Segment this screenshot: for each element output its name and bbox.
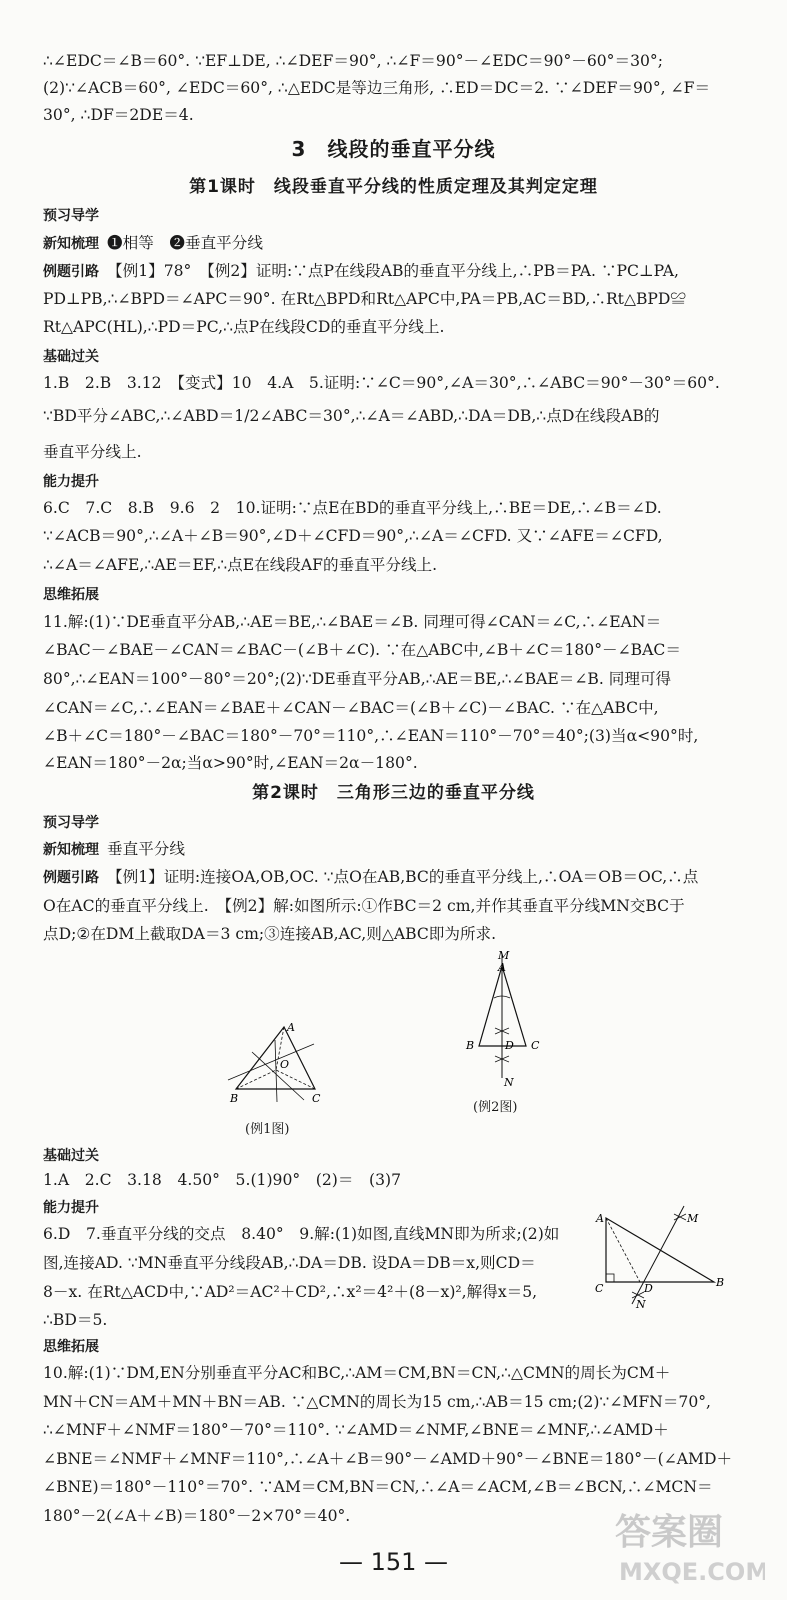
label-example: 例题引路 [43, 870, 99, 886]
fig3-label-A: A [596, 1212, 604, 1225]
text-line: 1.B 2.B 3.12 【变式】10 4.A 5.证明:∵∠C＝90°,∠A＝30°,∴∠ABC＝90°－30°＝60°. [43, 374, 720, 392]
svg-text:MXQE.COM: MXQE.COM [619, 1558, 765, 1586]
text-line: 8－x. 在Rt△ACD中,∵AD²＝AC²＋CD²,∴x²＝4²＋(8－x)²,解得x＝5, [43, 1283, 538, 1301]
fig1-label-C: C [312, 1092, 321, 1105]
text-line: 1.A 2.C 3.18 4.50° 5.(1)90° (2)＝ (3)7 [43, 1171, 402, 1189]
text-line: 6.D 7.垂直平分线的交点 8.40° 9.解:(1)如图,直线MN即为所求;(2)如 [43, 1225, 560, 1243]
text-line: ∠BAC－∠BAE－∠CAN＝∠BAC－(∠B＋∠C). ∵在△ABC中,∠B＋∠C＝180°－∠BAC＝ [43, 641, 681, 659]
heading-preview: 预习导学 [43, 815, 99, 831]
figure-caption: (例1图) [245, 1122, 290, 1137]
section-title: 3 线段的垂直平分线 [291, 137, 496, 161]
fig2-label-M: M [498, 949, 510, 962]
fig1-label-A: A [287, 1022, 295, 1034]
fig2-label-B: B [466, 1039, 475, 1052]
text-line: 点D;②在DM上截取DA＝3 cm;③连接AB,AC,则△ABC即为所求. [43, 925, 497, 943]
lesson-title: 第2课时 三角形三边的垂直平分线 [252, 783, 535, 803]
text-line: 11.解:(1)∵DE垂直平分AB,∴AE＝BE,∴∠BAE＝∠B. 同理可得∠CAN＝∠C,∴∠EAN＝ [43, 613, 662, 631]
fig3-label-C: C [595, 1282, 604, 1295]
lesson-title: 第1课时 线段垂直平分线的性质定理及其判定定理 [189, 177, 598, 197]
fig2-label-N: N [504, 1076, 514, 1089]
figure-example-2 [454, 948, 554, 1098]
text-line: ∵∠ACB＝90°,∴∠A＋∠B＝90°,∠D＋∠CFD＝90°,∴∠A＝∠CFD. 又∵∠AFE＝∠CFD, [43, 527, 663, 545]
heading-basic: 基础过关 [43, 1148, 99, 1164]
text-line: PD⊥PB,∴∠BPD＝∠APC＝90°. 在Rt△BPD和Rt△APC中,PA＝PB,AC＝BD,∴Rt△BPD≌ [43, 290, 686, 308]
heading-preview: 预习导学 [43, 208, 99, 224]
label-new-knowledge: 新知梳理 [43, 236, 99, 252]
example-text: 【例1】证明:连接OA,OB,OC. ∵点O在AB,BC的垂直平分线上,∴OA＝OB＝OC,∴点 [107, 868, 699, 886]
text-line: 垂直平分线上. [43, 443, 142, 461]
fig2-label-C: C [531, 1039, 540, 1052]
svg-text:答案圈: 答案圈 [615, 1512, 724, 1553]
figure-example-1 [222, 1022, 342, 1118]
text-line: 10.解:(1)∵DM,EN分别垂直平分AC和BC,∴AM＝CM,BN＝CN,∴△CMN的周长为CM＋ [43, 1364, 671, 1382]
text-line: (2)∵∠ACB＝60°, ∠EDC＝60°, ∴△EDC是等边三角形, ∴ED＝DC＝2. ∵∠DEF＝90°, ∠F＝ [43, 79, 711, 97]
new-knowledge-text: ❶相等 ❷垂直平分线 [107, 234, 263, 252]
fig2-label-A: A [498, 961, 506, 974]
fig2-label-D: D [505, 1039, 514, 1052]
text-line: ∠BNE)＝180°－110°＝70°. ∵AM＝CM,BN＝CN,∴∠A＝∠ACM,∠B＝∠BCN,∴∠MCN＝ [43, 1478, 713, 1496]
figure-caption: (例2图) [473, 1100, 518, 1115]
figure-problem-9 [592, 1200, 732, 1310]
text-line: 图,连接AD. ∵MN垂直平分线段AB,∴DA＝DB. 设DA＝DB＝x,则CD＝ [43, 1254, 536, 1272]
text-line: 6.C 7.C 8.B 9.6 2 10.证明:∵点E在BD的垂直平分线上,∴BE＝DE,∴∠B＝∠D. [43, 499, 662, 517]
label-example: 例题引路 [43, 264, 99, 280]
text-line: ∠CAN＝∠C,∴∠EAN＝∠BAE＋∠CAN－∠BAC＝(∠B＋∠C)－∠BAC. ∵在△ABC中, [43, 699, 659, 717]
example-text: 【例1】78° 【例2】证明:∵点P在线段AB的垂直平分线上,∴PB＝PA. ∵PC⊥PA, [107, 262, 679, 280]
text-line: ∠BNE＝∠NMF＋∠MNF＝110°,∴∠A＋∠B＝90°－∠AMD＋90°－∠BNE＝180°－(∠AMD＋ [43, 1450, 733, 1468]
page-number: — 151 — [338, 1548, 449, 1576]
text-line: ∵BD平分∠ABC,∴∠ABD＝1/2∠ABC＝30°,∴∠A＝∠ABD,∴DA＝DB,∴点D在线段AB的 [43, 407, 660, 425]
new-knowledge-text: 垂直平分线 [107, 840, 185, 858]
text-line: 30°, ∴DF＝2DE＝4. [43, 106, 194, 124]
heading-basic: 基础过关 [43, 349, 99, 365]
heading-ability: 能力提升 [43, 1200, 99, 1216]
heading-thinking: 思维拓展 [43, 587, 99, 603]
fig3-label-B: B [716, 1276, 725, 1289]
fig1-label-O: O [280, 1058, 290, 1071]
heading-thinking: 思维拓展 [43, 1339, 99, 1355]
fig3-label-D: D [644, 1282, 653, 1295]
fig3-label-N: N [636, 1298, 646, 1310]
fig1-label-B: B [230, 1092, 239, 1105]
text-line: MN＋CN＝AM＋MN＋BN＝AB. ∵△CMN的周长为15 cm,∴AB＝15 cm;(2)∵∠MFN＝70°, [43, 1393, 712, 1411]
watermark-logo [585, 1500, 765, 1590]
heading-ability: 能力提升 [43, 474, 99, 490]
text-line: ∴∠MNF＋∠NMF＝180°－70°＝110°. ∵∠AMD＝∠NMF,∠BNE＝∠MNF,∴∠AMD＋ [43, 1421, 669, 1439]
text-line: Rt△APC(HL),∴PD＝PC,∴点P在线段CD的垂直平分线上. [43, 318, 445, 336]
text-line: 80°,∴∠EAN＝100°－80°＝20°;(2)∵DE垂直平分AB,∴AE＝BE,∴∠BAE＝∠B. 同理可得 [43, 670, 672, 688]
text-line: ∠EAN＝180°－2α;当α>90°时,∠EAN＝2α－180°. [43, 754, 418, 772]
text-line: 180°－2(∠A＋∠B)＝180°－2×70°＝40°. [43, 1507, 351, 1525]
text-line: ∴BD＝5. [43, 1311, 108, 1329]
fig3-label-M: M [687, 1212, 699, 1225]
label-new-knowledge: 新知梳理 [43, 842, 99, 858]
text-line: O在AC的垂直平分线上. 【例2】解:如图所示:①作BC＝2 cm,并作其垂直平分线MN交BC于 [43, 897, 685, 915]
text-line: ∴∠A＝∠AFE,∴AE＝EF,∴点E在线段AF的垂直平分线上. [43, 556, 438, 574]
text-line: ∴∠EDC＝∠B＝60°. ∵EF⊥DE, ∴∠DEF＝90°, ∴∠F＝90°－∠EDC＝90°－60°＝30°; [43, 52, 663, 70]
text-line: ∠B＋∠C＝180°－∠BAC＝180°－70°＝110°,∴∠EAN＝110°－70°＝40°;(3)当α<90°时, [43, 727, 699, 745]
